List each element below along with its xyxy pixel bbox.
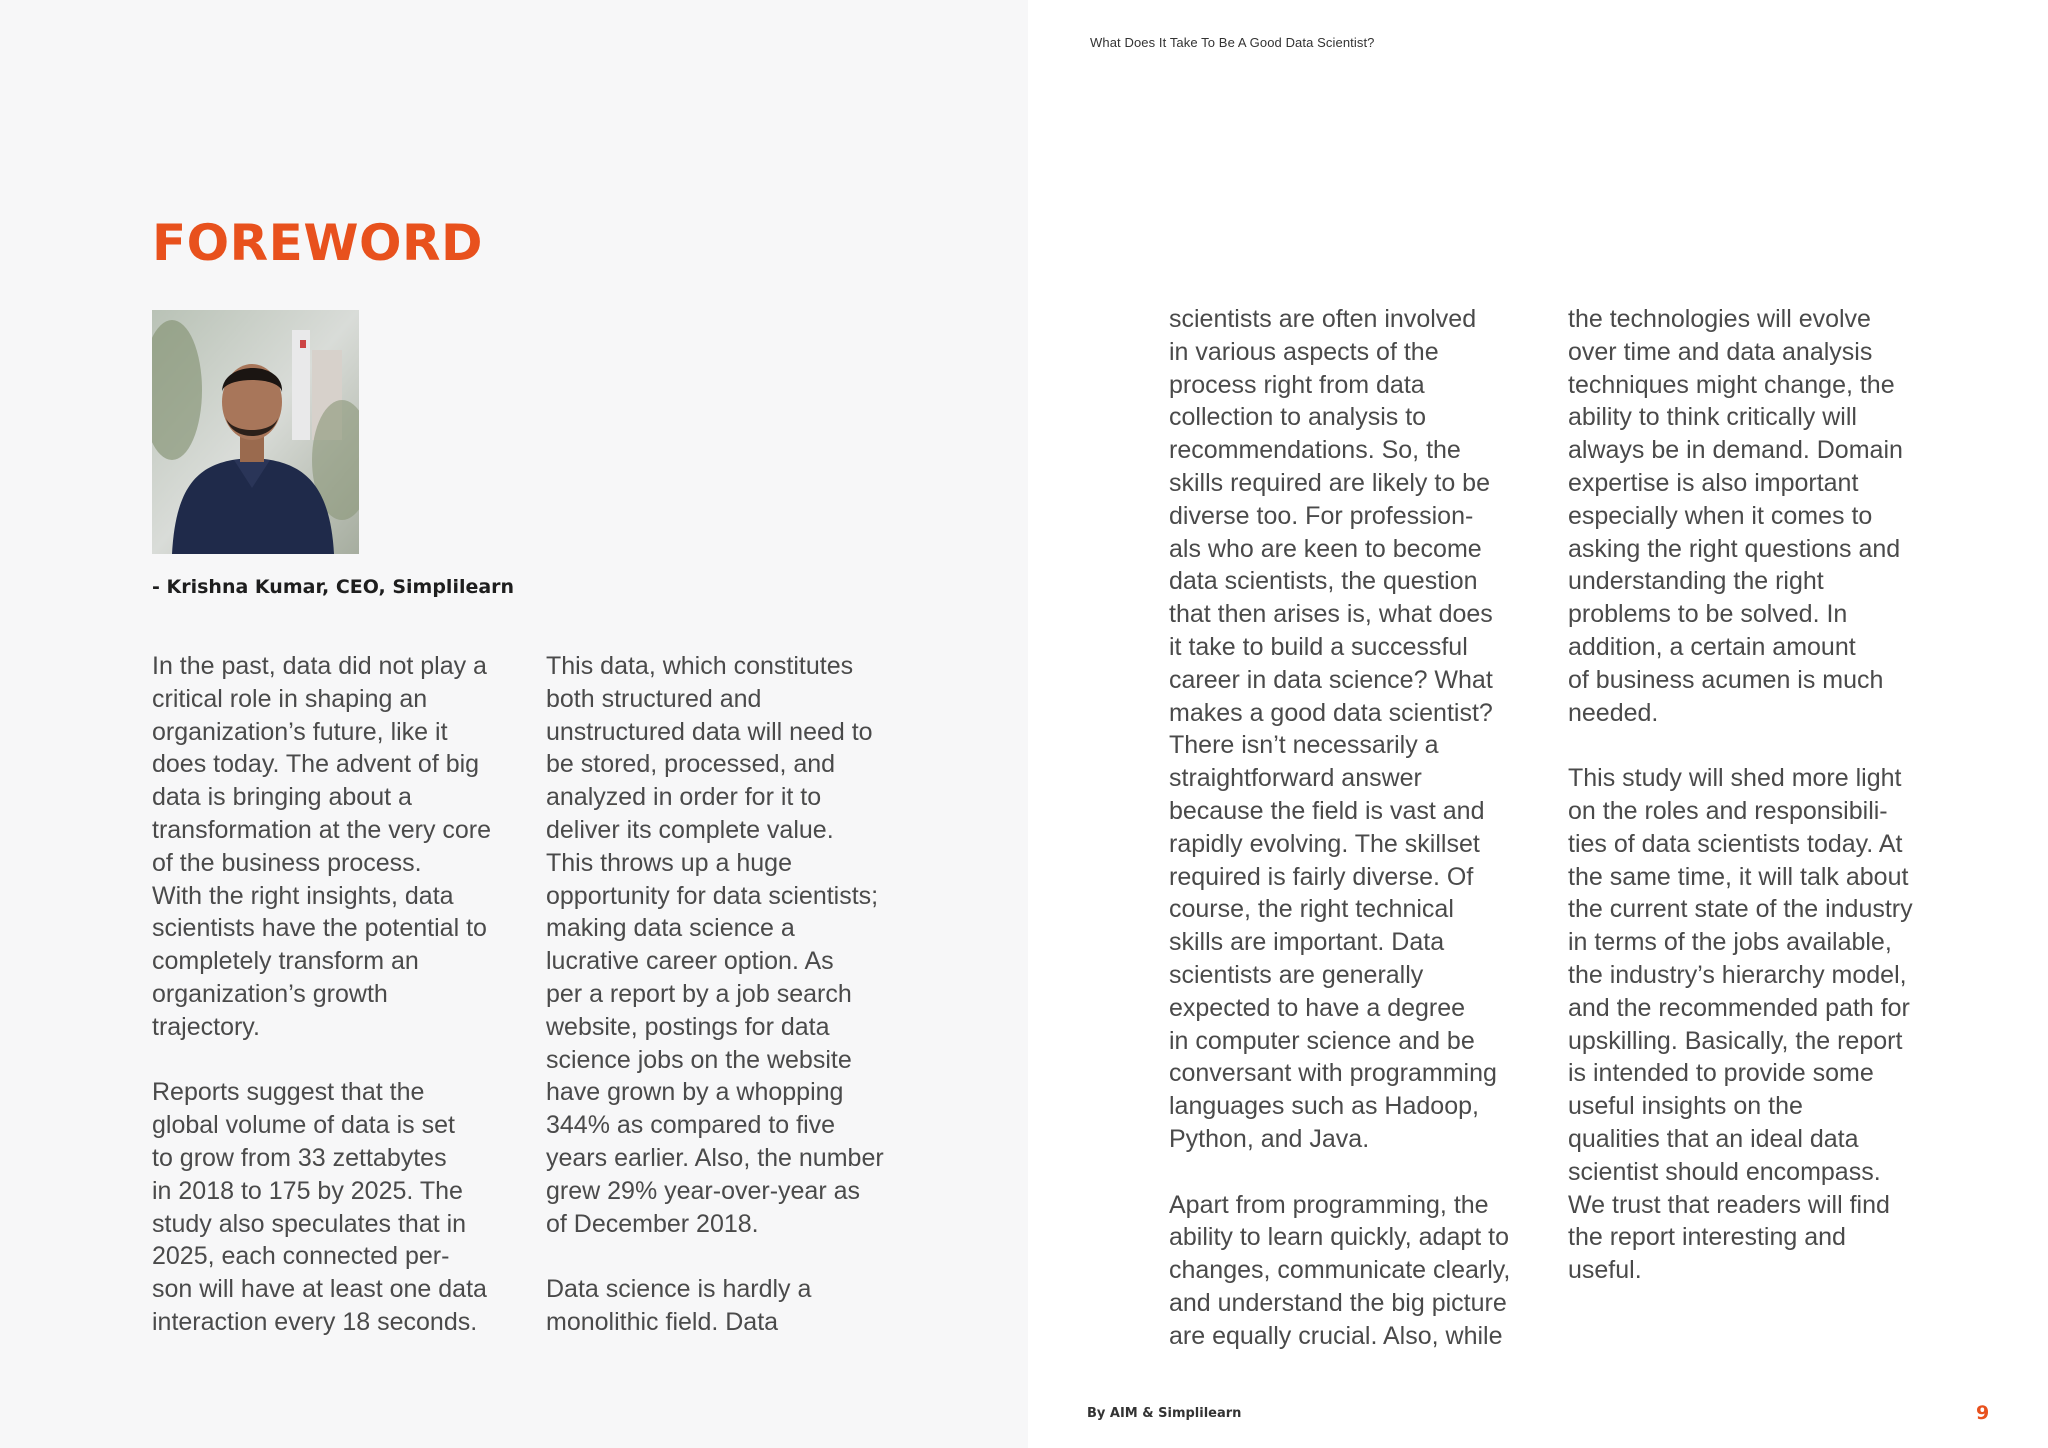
paragraph: Apart from programming, the ability to learn quickly, adapt to changes, communicate clearly, and understand the big picture are equally crucial. Also, while — [1169, 1190, 1511, 1350]
paragraph: Reports suggest that the global volume of data is set to grow from 33 zettabytes in 2018 to 175 by 2025. The study also speculates that in 2025, each connected per- son will have at least one data interaction every 18 seconds. — [152, 1078, 487, 1336]
text-column-1 — [152, 650, 522, 1339]
paragraph: Data science is hardly a monolithic field. Data — [546, 1275, 812, 1336]
author-byline: - Krishna Kumar, CEO, Simplilearn — [152, 576, 515, 598]
paragraph: This data, which constitutes both structured and unstructured data will need to be stored, processed, and analyzed in order for it to deliver its complete value. This throws up a huge opportunity for data scientists; making data science a lucrative career option. As per a report by a job search website, postings for data science jobs on the website have grown by a whopping 344% as compared to five years earlier. Also, the number grew 29% year-over-year as of December 2018. — [546, 652, 884, 1238]
text-column-3 — [1169, 303, 1539, 1353]
author-photo — [152, 310, 359, 554]
text-column-2 — [546, 650, 916, 1339]
footer-credit: By AIM & Simplilearn — [1087, 1406, 1242, 1421]
paragraph: This study will shed more light on the roles and responsibili- ties of data scientists today. At the same time, it will talk about the current state of the industry in terms of the jobs available, the industry’s hierarchy model, and the recommended path for upskilling. Basically, the report is intended to provide some useful insights on the qualities that an ideal data scientist should encompass. We trust that readers will find the report interesting and useful. — [1568, 764, 1913, 1285]
page-title: FOREWORD — [152, 214, 483, 272]
paragraph: the technologies will evolve over time and data analysis techniques might change, the ability to think critically will always be in demand. Domain expertise is also important especially when it comes to asking the right questions and understanding the right problems to be solved. In addition, a certain amount of business acumen is much needed. — [1568, 305, 1903, 727]
paragraph: In the past, data did not play a critical role in shaping an organization’s future, like it does today. The advent of big data is bringing about a transformation at the very core of the business process. With the right insights, data scientists have the potential to completely transform an organization’s growth trajectory. — [152, 652, 492, 1041]
page-number: 9 — [1976, 1402, 1990, 1424]
running-header: What Does It Take To Be A Good Data Scientist? — [1090, 35, 1375, 50]
text-column-4 — [1568, 303, 1938, 1287]
paragraph: scientists are often involved in various aspects of the process right from data collection to analysis to recommendations. So, the skills required are likely to be diverse too. For profession- als who are keen to become data scientists, the question that then arises is, what does it take to build a successful career in data science? What makes a good data scientist? There isn’t necessarily a straightforward answer because the field is vast and rapidly evolving. The skillset required is fairly diverse. Of course, the right technical skills are important. Data scientists are generally expected to have a degree in computer science and be conversant with programming languages such as Hadoop, Python, and Java. — [1169, 305, 1497, 1153]
